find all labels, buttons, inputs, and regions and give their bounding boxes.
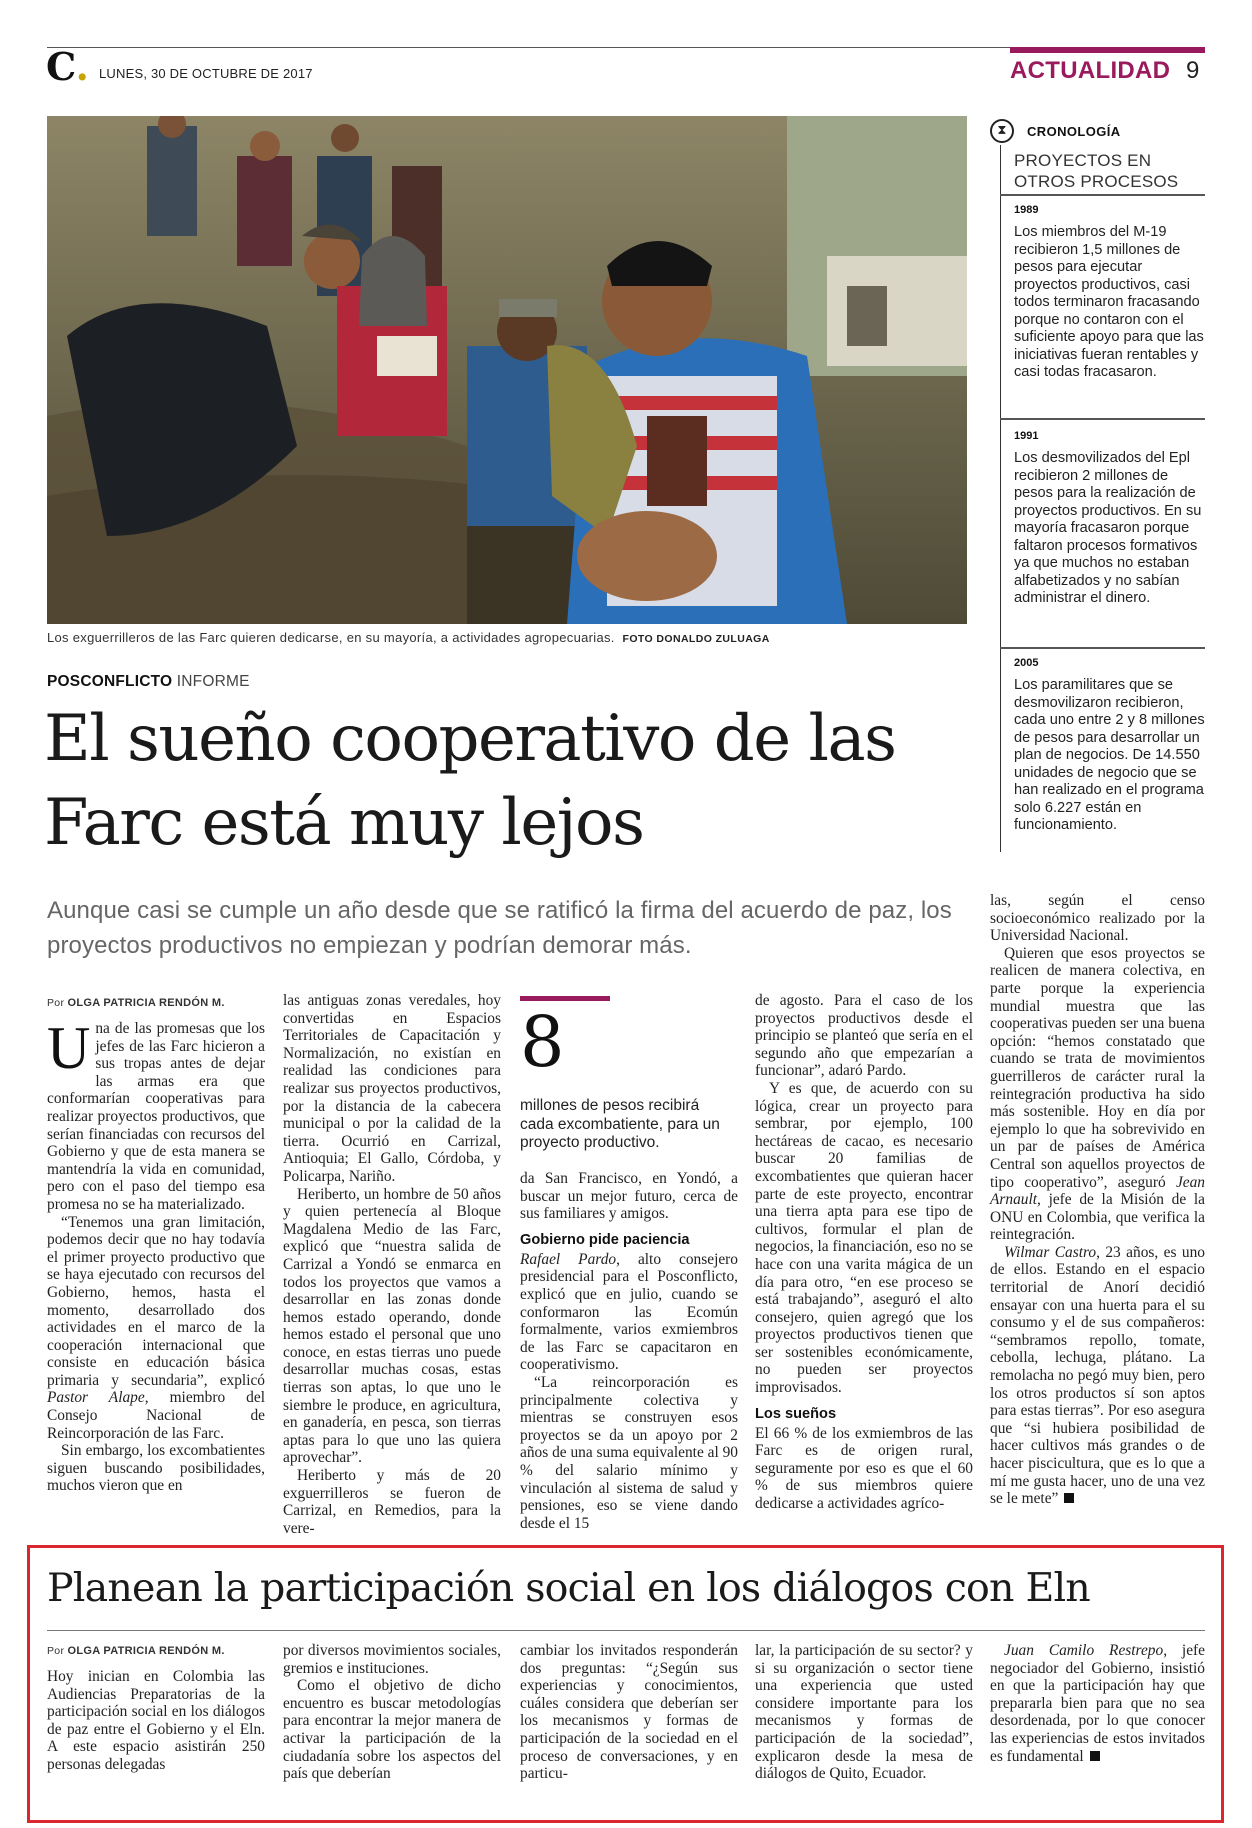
boxed-story-paragraph: por diversos movimientos sociales, gremios e instituciones. xyxy=(283,1642,501,1677)
boxed-story-paragraph: Hoy inician en Colombia las Audiencias Preparatorias de la participación social en los diálogos de paz entre el Gobierno y el Eln. A este espacio asistirán 250 personas delegadas xyxy=(47,1668,265,1773)
stat-description: millones de pesos recibirá cada excombatiente, para un proyecto productivo. xyxy=(520,1097,720,1151)
boxed-story-paragraph: Como el objetivo de dicho encuentro es buscar metodologías para encontrar la mejor manera de activar la participación de la ciudadanía sobre los aspectos del país que deberían xyxy=(283,1677,501,1783)
page-number: 9 xyxy=(1186,57,1200,84)
boxed-story-column-1 xyxy=(47,1668,265,1774)
quoted-person: Pastor Alape xyxy=(47,1389,145,1407)
article-paragraph: Heriberto y más de 20 exguerrilleros se fueron de Carrizal, en Remedios, para la vere- xyxy=(283,1467,501,1537)
chronology-year: 1991 xyxy=(1014,430,1039,442)
chronology-entry-text: Los paramilitares que se desmovilizaron recibieron, cada uno entre 2 y 8 millones de pesos para desarrollar un plan de negocios. De 14.550 unidades de negocio que se han realizado en el programa solo 6.227 están en funcionamiento. xyxy=(1014,677,1205,833)
article-paragraph: Y es que, de acuerdo con su lógica, crear un proyecto para sembrar, por ejemplo, 100 hectáreas de cacao, es necesario buscar 20 familias de excombatientes que quieran hacer parte de este proyecto, encontrar una tierra apta para ese tipo de cultivos, formular el plan de negocios, la financiación, eso no se hace con una varita mágica de un día para otro, “en ese proceso se está trabajando”, aseguró el alto consejero, quien agregó que los proyectos productivos tienen que ser sostenibles económicamente, no pueden ser proyectos improvisados. xyxy=(755,1079,973,1397)
paragraph-text: Quieren que esos proyectos se realicen de manera colectiva, en parte porque la experiencia mundial muestra que las cooperativas pueden ser una buena opción: “hemos constatado que cuando se trata de movimientos guerrilleros de carácter rural la reintegración productiva ha sido más sostenible. Hoy en día por ejemplo lo que ha sobrevivido en un par de países de América Central son aquellos proyectos de tipo cooperativo”, aseguró xyxy=(990,944,1205,1191)
chronology-rule xyxy=(1000,194,1205,196)
photo-caption xyxy=(47,630,967,645)
section-name: ACTUALIDAD xyxy=(1010,57,1171,84)
article-paragraph xyxy=(47,1015,265,1214)
stat-number: 8 xyxy=(520,1001,565,1083)
lead-photo xyxy=(47,116,967,624)
boxed-story-column-2 xyxy=(283,1642,501,1783)
boxed-story-column-5 xyxy=(990,1642,1205,1765)
article-paragraph: “La reincorporación es principalmente colectiva y mientras se construyen esos proyectos se da un apoyo por 2 años de una suma equivalente al 90 % del salario mínimo y vinculación al sistema de salud y pensiones, eso se viene dando desde el 15 xyxy=(520,1373,738,1532)
hourglass-icon: ⧗ xyxy=(990,119,1014,143)
header-date: LUNES, 30 DE OCTUBRE DE 2017 xyxy=(99,66,313,81)
end-of-article-mark xyxy=(1090,1751,1100,1761)
boxed-story-paragraph: lar, la participación de su sector? y si su organización o sector tiene una experiencia que usted considere importante para los mecanismos y formas de participación de la sociedad”, explicaron desde la mesa de diálogos de Quito, Ecuador. xyxy=(755,1642,973,1783)
article-headline: El sueño cooperativo de las Farc está muy lejos xyxy=(44,702,896,860)
boxed-story-byline xyxy=(47,1645,225,1657)
drop-cap: U xyxy=(47,1015,91,1081)
article-paragraph: las antiguas zonas veredales, hoy convertidas en Espacios Territoriales de Capacitación y Normalización, no existían en realidad las condiciones para realizar sus proyectos productivos, por la distancia de la cabecera municipal o por la calidad de la tierra. Ocurrió en Carrizal, Antioquia; El Gallo, Córdoba, y Policarpa, Nariño. xyxy=(283,992,501,1185)
article-column-4 xyxy=(755,992,973,1513)
paragraph-text: , 23 años, es uno de ellos. Estando en el espacio territorial de Anorí decidió ensayar con una huerta para el su consumo y el de sus compañeros: “sembramos repollo, tomate, cebolla, lechuga, plátano. La remolacha no pegó muy bien, pero los otros productos sí son aptos para estas tierras”. Por eso asegura que “si hubiera posibilidad de hacer cultivos más grandes o de hacer piscicultura, que es lo que a mí me gusta hacer, uno de una vez se le mete” xyxy=(990,1243,1205,1508)
quoted-person: Rafael Pardo xyxy=(520,1250,617,1268)
article-paragraph: El 66 % de los exmiembros de las Farc es de origen rural, seguramente por eso es que el 60 % de sus miembros quiere dedicarse a actividades agríco- xyxy=(755,1424,973,1513)
article-paragraph xyxy=(47,1214,265,1443)
photo-credit: FOTO DONALDO ZULUAGA xyxy=(622,633,770,645)
boxed-story-column-4 xyxy=(755,1642,973,1783)
article-paragraph xyxy=(990,945,1205,1244)
chronology-year: 2005 xyxy=(1014,657,1039,669)
paragraph-text: , jefe negociador del Gobierno, insistió en que la participación hay que prepararla bien para que no sea desordenada, por lo que conocer las experiencias de estos invitados es fundamental xyxy=(990,1642,1205,1765)
kicker-type: INFORME xyxy=(176,673,250,690)
boxed-story-paragraph: cambiar los invitados responderán dos preguntas: “¿Según sus experiencias y conocimientos, cuáles considera que deberían ser los mecanismos y formas de participación de la sociedad en el proceso de conversaciones, y en particu- xyxy=(520,1642,738,1783)
article-dek: Aunque casi se cumple un año desde que se ratificó la firma del acuerdo de paz, los proyectos productivos no empiezan y podrían demorar más. xyxy=(47,897,952,959)
paragraph-text: , alto consejero presidencial para el Posconflicto, explicó que en julio, cuando se conformaron las Ecomún formalmente, varios exmiembros de las Farc se capacitaron en cooperativismo. xyxy=(520,1250,738,1374)
chronology-rule xyxy=(1000,418,1205,420)
chronology-divider xyxy=(1000,145,1001,852)
article-paragraph: Heriberto, un hombre de 50 años y quien pertenecía al Bloque Magdalena Medio de las Farc, explicó que “nuestra salida de Carrizal a Yondó se enmarca en todos los proyectos que vamos a desarrollar en las zonas donde hemos estado operando, donde hemos estado el personal que uno conoce, en estas tierras uno puede desarrollar muchas cosas, estas tierras son aptas, lo que uno le siembre le produce, en agricultura, en ganadería, en pesca, son tierras aptas para lo que uno las quiera aprovechar”. xyxy=(283,1185,501,1467)
chronology-entry-text: Los miembros del M-19 recibieron 1,5 millones de pesos para ejecutar proyectos productivos, casi todos terminaron fracasando porque no contaron con el suficiente apoyo para que las iniciativas fueran rentables y casi todas fracasaron. xyxy=(1014,224,1204,380)
photo-illustration xyxy=(47,116,967,624)
byline-author: OLGA PATRICIA RENDÓN M. xyxy=(67,997,225,1009)
article-subheading: Gobierno pide paciencia xyxy=(520,1231,690,1248)
article-paragraph xyxy=(990,1244,1205,1508)
boxed-story-paragraph xyxy=(990,1642,1205,1765)
paragraph-text: “Tenemos una gran limitación, podemos decir que no hay todavía el primer proyecto productivo que se haya ejecutado con recursos del Gobierno, hemos, hasta el momento, desarrollado dos actividades en el marco de la cooperación internacional que consiste en educación básica primaria y secundaria”, explicó xyxy=(47,1213,265,1389)
article-column-5 xyxy=(990,892,1205,1508)
chronology-title: PROYECTOS EN OTROS PROCESOS xyxy=(1014,151,1179,191)
chronology-rule xyxy=(1000,647,1205,649)
article-column-3 xyxy=(520,1170,738,1532)
article-subheading: Los sueños xyxy=(755,1405,837,1422)
byline-prefix: Por xyxy=(47,1645,65,1657)
boxed-story-headline: Planean la participación social en los diálogos con Eln xyxy=(47,1565,1090,1611)
chronology-year: 1989 xyxy=(1014,204,1039,216)
chronology-entry-text: Los desmovilizados del Epl recibieron 2 millones de pesos para la realización de proyectos productivos. En su mayoría fracasaron porque faltaron procesos formativos ya que muchos no estaban alfabetizados y no sabían administrar el dinero. xyxy=(1014,450,1202,606)
photo-caption-text: Los exguerrilleros de las Farc quieren dedicarse, en su mayoría, a actividades agropecuarias. xyxy=(47,630,615,645)
quoted-person: Jean Arnault xyxy=(990,1173,1205,1209)
article-column-1 xyxy=(47,1015,265,1495)
quoted-person: Wilmar Castro xyxy=(1004,1243,1097,1261)
article-kicker xyxy=(47,673,250,691)
quoted-person: Juan Camilo Restrepo xyxy=(1004,1642,1164,1659)
chronology-label: CRONOLOGÍA xyxy=(1027,124,1121,139)
byline-prefix: Por xyxy=(47,997,65,1009)
paragraph-text: , jefe de la Misión de la ONU en Colombia, que verifica la reintegración. xyxy=(990,1191,1205,1244)
boxed-story-rule xyxy=(47,1630,1205,1631)
paragraph-text: , miembro del Consejo Nacional de Reincorporación de las Farc. xyxy=(47,1389,265,1442)
byline-author: OLGA PATRICIA RENDÓN M. xyxy=(67,1645,225,1657)
section-accent-bar xyxy=(1010,47,1205,53)
article-paragraph: las, según el censo socioeconómico realizado por la Universidad Nacional. xyxy=(990,892,1205,945)
article-paragraph: Sin embargo, los excombatientes siguen buscando posibilidades, muchos vieron que en xyxy=(47,1442,265,1495)
paragraph-text: na de las promesas que los jefes de las Farc hicieron a sus tropas antes de dejar las armas era que conformarían cooperativas para realizar proyectos productivos, que serían financiadas con recursos del Gobierno y que de esta manera se mantendría la vida en comunidad, pero con el paso del tiempo esa promesa no se ha materializado. xyxy=(47,1020,265,1213)
article-column-2 xyxy=(283,992,501,1537)
end-of-article-mark xyxy=(1064,1493,1074,1503)
boxed-story-column-3 xyxy=(520,1642,738,1783)
article-byline xyxy=(47,997,225,1009)
article-paragraph: de agosto. Para el caso de los proyectos productivos desde el principio se planteó que sería en el segundo año que empezarían a funcionar”, adaró Pardo. xyxy=(755,992,973,1080)
kicker-topic: POSCONFLICTO xyxy=(47,673,173,690)
article-paragraph xyxy=(520,1251,738,1374)
article-paragraph: da San Francisco, en Yondó, a buscar un mejor futuro, cerca de sus familiares y amigos. xyxy=(520,1170,738,1223)
newspaper-logo: C. xyxy=(46,44,89,89)
